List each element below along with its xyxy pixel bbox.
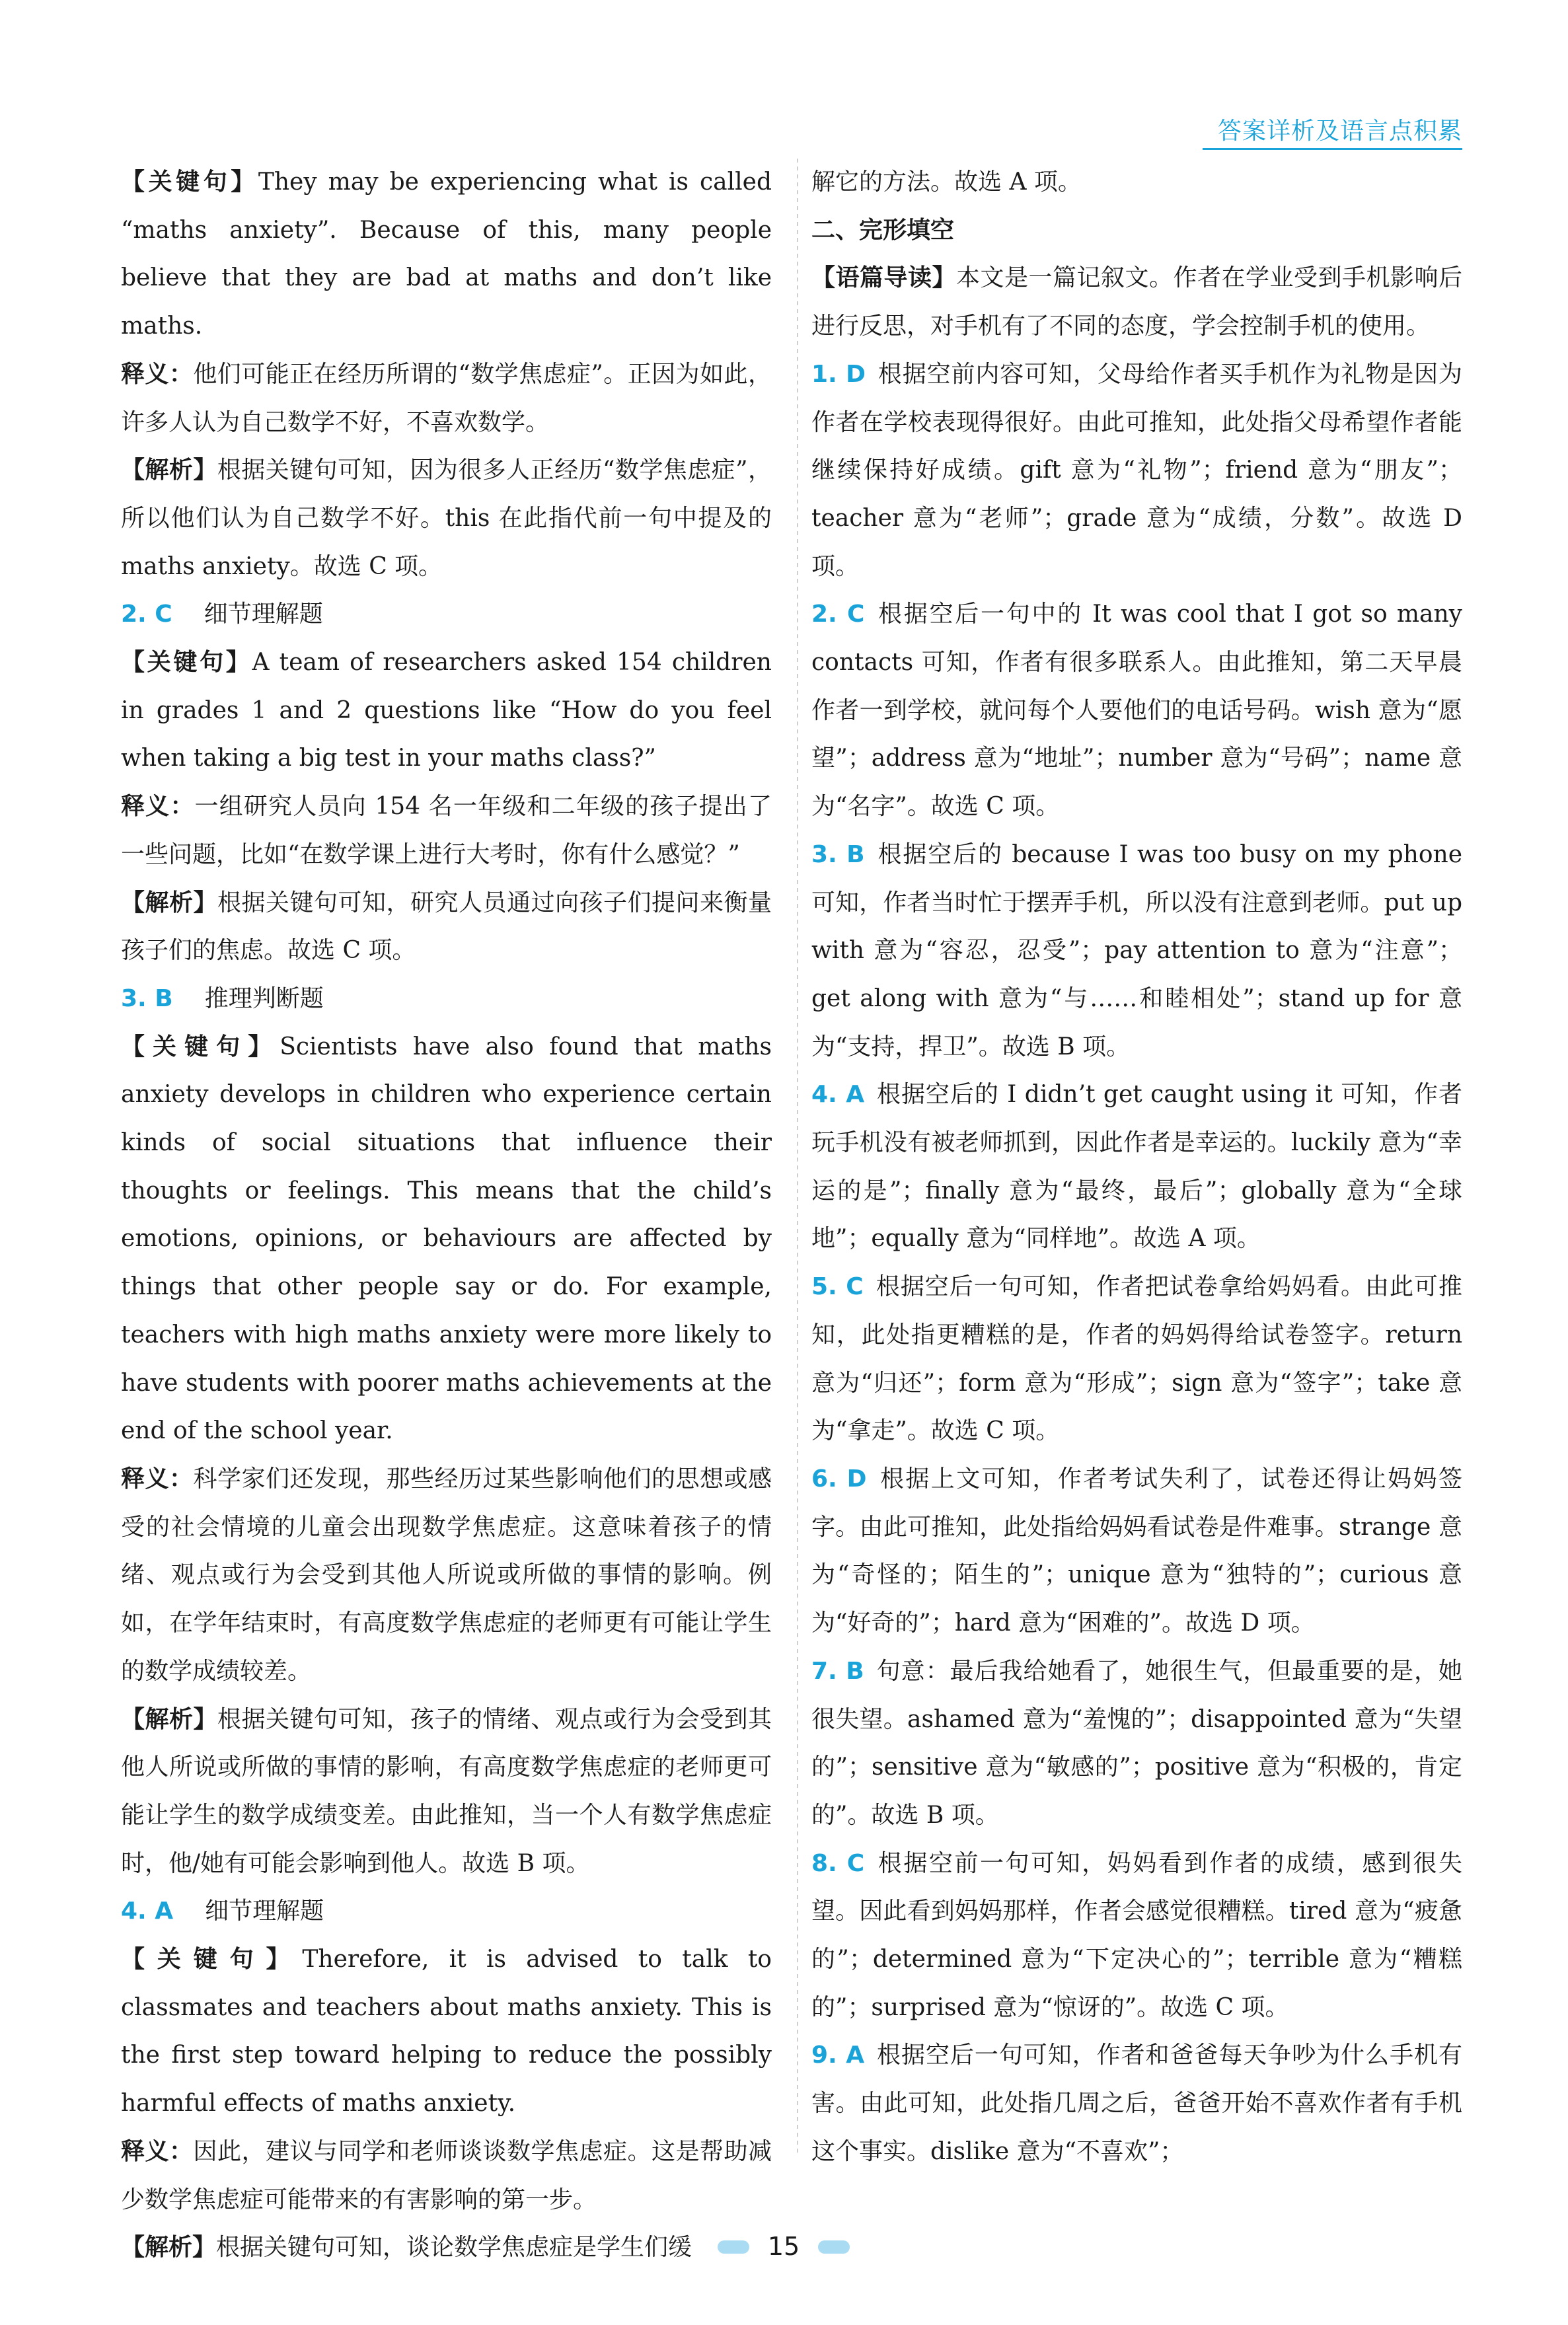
key-label: 【关键句】 bbox=[121, 168, 258, 196]
cloze-item-number: 3. B bbox=[811, 840, 865, 868]
left-column bbox=[121, 159, 772, 2272]
q3-analysis-text: 根据关键句可知，孩子的情绪、观点或行为会受到其他人所说或所做的事情的影响，有高度数学焦虑症的老师更可能让学生的数学成绩变差。由此推知，当一个人有数学焦虑症时，他/她有可能会影响到他人。故选 B 项。 bbox=[121, 1705, 772, 1877]
q1-trans-text: 他们可能正在经历所谓的“数学焦虑症”。正因为如此，许多人认为自己数学不好，不喜欢数学。 bbox=[121, 360, 772, 436]
analysis-label: 【解析】 bbox=[121, 2234, 217, 2262]
q1-key-paragraph bbox=[121, 159, 772, 351]
q2-key-paragraph bbox=[121, 639, 772, 783]
footer-pill-right bbox=[818, 2240, 850, 2254]
q3-key-paragraph bbox=[121, 1023, 772, 1456]
q2-trans-text: 一组研究人员向 154 名一年级和二年级的孩子提出了一些问题，比如“在数学课上进行大考时，你有什么感觉？” bbox=[121, 793, 772, 868]
guide-text: 本文是一篇记叙文。作者在学业受到手机影响后进行反思，对手机有了不同的态度，学会控制手机的使用。 bbox=[811, 264, 1462, 340]
q2-analysis-paragraph bbox=[121, 879, 772, 975]
q2-type: 细节理解题 bbox=[204, 601, 323, 628]
q2-heading bbox=[121, 591, 772, 639]
q1-analysis-text: 根据关键句可知，因为很多人正经历“数学焦虑症”，所以他们认为自己数学不好。this 在此指代前一句中提及的 maths anxiety。故选 C 项。 bbox=[121, 457, 772, 580]
cloze-item-text: 根据上文可知，作者考试失利了，试卷还得让妈妈签字。由此可推知，此处指给妈妈看试卷是件难事。strange 意为“奇怪的；陌生的”；unique 意为“独特的”；curious 意为“好奇的”；hard 意为“困难的”。故选 D 项。 bbox=[811, 1465, 1462, 1637]
cloze-item-text: 根据空前内容可知，父母给作者买手机作为礼物是因为作者在学校表现得很好。由此可推知，此处指父母希望作者能继续保持好成绩。gift 意为“礼物”；friend 意为“朋友”；teacher 意为“老师”；grade 意为“成绩，分数”。故选 D 项。 bbox=[811, 360, 1462, 580]
analysis-label: 【解析】 bbox=[121, 457, 217, 484]
cloze-item-number: 7. B bbox=[811, 1657, 864, 1685]
q4-heading bbox=[121, 1888, 772, 1936]
q4-trans-text: 因此，建议与同学和老师谈谈数学焦虑症。这是帮助减少数学焦虑症可能带来的有害影响的第一步。 bbox=[121, 2137, 772, 2213]
cloze-item-text: 根据空后的 I didn’t get caught using it 可知，作者玩手机没有被老师抓到，因此作者是幸运的。luckily 意为“幸运的是”；finally 意为“最终，最后”；globally 意为“全球地”；equally 意为“同样地”。故选 A 项。 bbox=[811, 1081, 1462, 1253]
trans-label: 释义： bbox=[121, 793, 195, 821]
q2-analysis-text: 根据关键句可知，研究人员通过向孩子们提问来衡量孩子们的焦虑。故选 C 项。 bbox=[121, 889, 772, 965]
q3-number: 3. B bbox=[121, 984, 173, 1012]
trans-label: 释义： bbox=[121, 2137, 194, 2165]
q2-number: 2. C bbox=[121, 601, 172, 628]
section-heading: 二、完形填空 bbox=[811, 216, 955, 244]
key-label: 【关键句】 bbox=[121, 1033, 280, 1060]
column-divider bbox=[797, 159, 798, 2154]
q2-key-text: A team of researchers asked 154 children in grades 1 and 2 questions like “How do you feel when taking a big test in your maths class?” bbox=[121, 649, 772, 772]
trans-label: 释义： bbox=[121, 360, 194, 388]
cloze-item bbox=[811, 2032, 1462, 2176]
cloze-item bbox=[811, 1648, 1462, 1840]
page-footer bbox=[718, 2232, 850, 2262]
cloze-item-number: 4. A bbox=[811, 1081, 865, 1109]
trans-label: 释义： bbox=[121, 1465, 194, 1493]
q3-heading bbox=[121, 975, 772, 1023]
cloze-item-number: 8. C bbox=[811, 1849, 865, 1877]
cloze-item-number: 6. D bbox=[811, 1465, 867, 1493]
cloze-item-number: 1. D bbox=[811, 360, 866, 388]
page-number: 15 bbox=[767, 2232, 800, 2261]
q3-type: 推理判断题 bbox=[204, 984, 324, 1012]
header-title: 答案详析及语言点积累 bbox=[1217, 118, 1462, 145]
guide-paragraph bbox=[811, 254, 1462, 350]
key-label: 【关键句】 bbox=[121, 1946, 303, 1974]
q3-trans-paragraph bbox=[121, 1456, 772, 1696]
q1-trans-paragraph bbox=[121, 351, 772, 447]
cloze-item-number: 2. C bbox=[811, 601, 865, 628]
cloze-item bbox=[811, 1840, 1462, 2032]
cloze-item bbox=[811, 351, 1462, 591]
q3-analysis-paragraph bbox=[121, 1696, 772, 1888]
q1-analysis-paragraph bbox=[121, 447, 772, 591]
cloze-item bbox=[811, 1071, 1462, 1263]
q3-trans-text: 科学家们还发现，那些经历过某些影响他们的思想或感受的社会情境的儿童会出现数学焦虑症。这意味着孩子的情绪、观点或行为会受到其他人所说或所做的事情的影响。例如，在学年结束时，有高度数学焦虑症的老师更有可能让学生的数学成绩较差。 bbox=[121, 1465, 772, 1685]
cloze-item-number: 5. C bbox=[811, 1273, 864, 1301]
q3-key-text: Scientists have also found that maths anxiety develops in children who experience certain kinds of social situations that influence their thoughts or feelings. This means that the child’s emotions, opinions, or behaviours are affected by things that other people say or do. For example, teachers with high maths anxiety were more likely to have students with poorer maths achievements at the end of the school year. bbox=[121, 1033, 772, 1445]
cloze-item-text: 根据空后一句中的 It was cool that I got so many contacts 可知，作者有很多联系人。由此推知，第二天早晨作者一到学校，就问每个人要他们的电话号码。wish 意为“愿望”；address 意为“地址”；number 意为“号码”；name 意为“名字”。故选 C 项。 bbox=[811, 601, 1462, 821]
q4-analysis-continuation: 解它的方法。故选 A 项。 bbox=[811, 168, 1082, 196]
cloze-item-number: 9. A bbox=[811, 2042, 865, 2069]
q4-number: 4. A bbox=[121, 1898, 174, 1925]
cloze-item-text: 根据空后一句可知，作者和爸爸每天争吵为什么手机有害。由此可知，此处指几周之后，爸爸开始不喜欢作者有手机这个事实。dislike 意为“不喜欢”； bbox=[811, 2042, 1462, 2165]
q4-trans-paragraph bbox=[121, 2128, 772, 2224]
cloze-item bbox=[811, 1263, 1462, 1456]
q4-analysis-text: 根据关键句可知，谈论数学焦虑症是学生们缓 bbox=[216, 2234, 692, 2262]
cloze-item-text: 根据空前一句可知，妈妈看到作者的成绩，感到很失望。因此看到妈妈那样，作者会感觉很糟糕。tired 意为“疲惫的”；determined 意为“下定决心的”；terrible 意为“糟糕的”；surprised 意为“惊讶的”。故选 C 项。 bbox=[811, 1849, 1462, 2021]
cloze-item bbox=[811, 591, 1462, 831]
cloze-item-text: 句意：最后我给她看了，她很生气，但最重要的是，她很失望。ashamed 意为“羞愧的”；disappointed 意为“失望的”；sensitive 意为“敏感的”；positive 意为“积极的，肯定的”。故选 B 项。 bbox=[811, 1657, 1462, 1829]
q4-analysis-paragraph bbox=[121, 2224, 772, 2272]
q2-trans-paragraph bbox=[121, 783, 772, 879]
guide-label: 【语篇导读】 bbox=[811, 264, 956, 292]
cloze-item bbox=[811, 1456, 1462, 1648]
cloze-item-text: 根据空后一句可知，作者把试卷拿给妈妈看。由此可推知，此处指更糟糕的是，作者的妈妈得给试卷签字。return 意为“归还”；form 意为“形成”；sign 意为“签字”；take 意为“拿走”。故选 C 项。 bbox=[811, 1273, 1462, 1445]
analysis-label: 【解析】 bbox=[121, 1705, 217, 1733]
cloze-item-text: 根据空后的 because I was too busy on my phone 可知，作者当时忙于摆弄手机，所以没有注意到老师。put up with 意为“容忍，忍受”；pay attention to 意为“注意”；get along with 意为“与……和睦相处”；stand up for 意为“支持，捍卫”。故选 B 项。 bbox=[811, 840, 1463, 1060]
key-label: 【关键句】 bbox=[121, 649, 252, 677]
analysis-label: 【解析】 bbox=[121, 889, 217, 916]
q4-type: 细节理解题 bbox=[205, 1898, 324, 1925]
cloze-item bbox=[811, 831, 1462, 1072]
right-column bbox=[811, 159, 1462, 2176]
q4-key-text: Therefore, it is advised to talk to classmates and teachers about maths anxiety. This is the first step toward helping to reduce the possibly harmful effects of maths anxiety. bbox=[121, 1946, 772, 2118]
q4-key-paragraph bbox=[121, 1936, 772, 2128]
header-rule bbox=[1203, 148, 1462, 150]
q1-key-text: They may be experiencing what is called “maths anxiety”. Because of this, many people believe that they are bad at maths and don’t like maths. bbox=[121, 168, 772, 340]
